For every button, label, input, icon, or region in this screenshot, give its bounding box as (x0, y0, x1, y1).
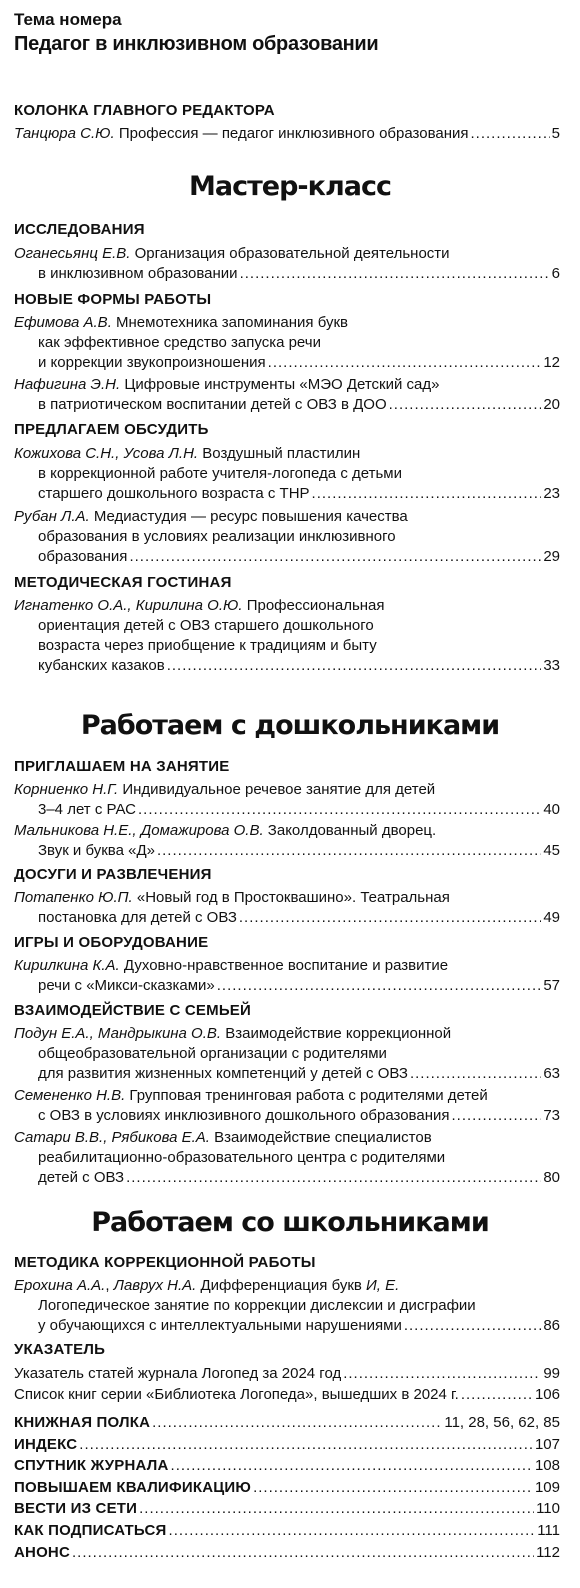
misc-rubric-row[interactable] (14, 1543, 560, 1565)
toc-entry[interactable] (14, 1364, 560, 1384)
entry-title-line: Взаимодействие специалистов (214, 1129, 432, 1146)
misc-rubric-row[interactable] (14, 1456, 560, 1478)
page-number: 49 (543, 909, 560, 926)
page-number: 29 (543, 548, 560, 565)
entry-title-line: Взаимодействие коррекционной (225, 1025, 452, 1042)
leader-dots (268, 353, 542, 373)
rubric-research: ИССЛЕДОВАНИЯ (14, 221, 145, 238)
rubric-discuss: ПРЕДЛАГАЕМ ОБСУДИТЬ (14, 421, 209, 438)
toc-entry[interactable] (14, 956, 560, 996)
entry-title-line: 3–4 лет с РАС (38, 801, 137, 818)
entry-title-line: Медиастудия — ресурс повышения качества (93, 508, 408, 525)
entry-authors: Оганесьянц Е.В. (14, 245, 131, 262)
entry-authors: Подун Е.А., Мандрыкина О.В. (14, 1025, 222, 1042)
page-numbers: 108 (534, 1457, 560, 1475)
rubric-leisure: ДОСУГИ И РАЗВЛЕЧЕНИЯ (14, 866, 212, 883)
page-numbers: 110 (536, 1500, 560, 1518)
leader-dots (129, 547, 541, 567)
entry-title-italic: И, Е. (366, 1277, 400, 1294)
entry-title-line: Групповая тренинговая работа с родителями детей (129, 1087, 488, 1104)
misc-rubric-label: АНОНС (14, 1543, 70, 1561)
entry-authors: Кирилкина К.А. (14, 957, 120, 974)
entry-title-line: реабилитационно-образовательного центра с родителями (38, 1149, 446, 1166)
entry-title-line: для развития жизненных компетенций у детей с ОВЗ (38, 1065, 408, 1082)
entry-authors: Ефимова А.В. (14, 314, 112, 331)
toc-entry[interactable] (14, 444, 560, 504)
leader-dots (239, 908, 541, 928)
page-number: 80 (543, 1169, 560, 1186)
entry-title-line: «Новый год в Простоквашино». Театральная (136, 889, 450, 906)
misc-rubric-row[interactable] (14, 1499, 560, 1521)
page-number: 99 (543, 1365, 560, 1382)
toc-entry-editor[interactable] (14, 124, 560, 144)
page-numbers: 11, 28, 56, 62, 85 (444, 1414, 560, 1431)
entry-title: Список книг серии «Библиотека Логопеда», вышедших в 2024 г. (14, 1386, 459, 1403)
entry-title-line: Звук и буква «Д» (38, 842, 155, 859)
entry-title-line: образования в условиях реализации инклюзивного (38, 528, 396, 545)
entry-title-line: в инклюзивном образовании (38, 265, 238, 282)
rubric-games: ИГРЫ И ОБОРУДОВАНИЕ (14, 934, 209, 951)
leader-dots (343, 1364, 541, 1384)
page-number: 5 (551, 125, 560, 142)
page-numbers: 111 (537, 1521, 560, 1539)
rubric-index: УКАЗАТЕЛЬ (14, 1341, 106, 1358)
entry-title-line: Заколдованный дворец. (267, 822, 437, 839)
toc-entry[interactable] (14, 596, 560, 676)
leader-dots (253, 1478, 533, 1498)
entry-title-line: постановка для детей с ОВЗ (38, 909, 237, 926)
rubric-correction: МЕТОДИКА КОРРЕКЦИОННОЙ РАБОТЫ (14, 1254, 316, 1271)
leader-dots (171, 1456, 533, 1476)
misc-rubric-list (14, 1413, 560, 1564)
entry-title-line: общеобразовательной организации с родителями (38, 1045, 387, 1062)
toc-entry[interactable] (14, 244, 560, 284)
misc-rubric-label: ПОВЫШАЕМ КВАЛИФИКАЦИЮ (14, 1478, 252, 1496)
entry-authors: Кожихова С.Н., Усова Л.Н. (14, 445, 199, 462)
misc-rubric-row[interactable] (14, 1521, 560, 1543)
entry-authors: Лаврух Н.А. (113, 1277, 197, 1294)
toc-entry[interactable] (14, 780, 560, 820)
misc-rubric-label: КАК ПОДПИСАТЬСЯ (14, 1521, 167, 1539)
entry-authors: Ерохина А.А. (14, 1277, 106, 1294)
rubric-editor-column: КОЛОНКА ГЛАВНОГО РЕДАКТОРА (14, 102, 275, 119)
leader-dots (152, 1413, 442, 1433)
issue-topic-title: Педагог в инклюзивном образовании (14, 33, 379, 55)
entry-title-line: Мнемотехника запоминания букв (116, 314, 349, 331)
leader-dots (79, 1435, 533, 1455)
leader-dots (240, 264, 550, 284)
rubric-invite: ПРИГЛАШАЕМ НА ЗАНЯТИЕ (14, 758, 230, 775)
rubric-family: ВЗАИМОДЕЙСТВИЕ С СЕМЬЕЙ (14, 1002, 251, 1019)
author-separator: , (105, 1277, 110, 1294)
leader-dots (217, 976, 542, 996)
misc-rubric-label: КНИЖНАЯ ПОЛКА (14, 1414, 151, 1431)
entry-title-line: в коррекционной работе учителя-логопеда с детьми (38, 465, 402, 482)
entry-authors: Нафигина Э.Н. (14, 376, 121, 393)
toc-entry[interactable] (14, 821, 560, 861)
entry-title-line: речи с «Микси-сказками» (38, 977, 215, 994)
entry-authors: Рубан Л.А. (14, 508, 90, 525)
misc-rubric-row[interactable] (14, 1435, 560, 1457)
entry-title: Указатель статей журнала Логопед за 2024 год (14, 1365, 342, 1382)
entry-title-line: Логопедическое занятие по коррекции дислексии и дисграфии (38, 1297, 476, 1314)
leader-dots (139, 1499, 534, 1519)
entry-title-line: детей с ОВЗ (38, 1169, 125, 1186)
misc-rubric-label: СПУТНИК ЖУРНАЛА (14, 1457, 169, 1475)
entry-title-line: Воздушный пластилин (202, 445, 361, 462)
entry-title-line: старшего дошкольного возраста с ТНР (38, 485, 310, 502)
page-number: 73 (543, 1107, 560, 1124)
toc-entry[interactable] (14, 888, 560, 928)
page-numbers: 107 (534, 1435, 560, 1453)
toc-entry[interactable] (14, 1128, 560, 1188)
misc-rubric-row[interactable] (14, 1478, 560, 1500)
entry-title-line: как эффективное средство запуска речи (38, 334, 321, 351)
entry-authors: Потапенко Ю.П. (14, 889, 133, 906)
entry-authors: Мальникова Н.Е., Домажирова О.В. (14, 822, 264, 839)
toc-entry[interactable] (14, 1276, 560, 1336)
page-number: 57 (543, 977, 560, 994)
section-title-master-class: Мастер-класс (189, 171, 391, 202)
misc-rubric-label: ИНДЕКС (14, 1435, 78, 1453)
leader-dots (126, 1168, 541, 1188)
entry-title-line: возраста через приобщение к традициям и быту (38, 637, 377, 654)
misc-rubric-label: ВЕСТИ ИЗ СЕТИ (14, 1500, 138, 1518)
entry-authors: Корниенко Н.Г. (14, 781, 119, 798)
entry-title-line: ориентация детей с ОВЗ старшего дошкольного (38, 617, 374, 634)
page-number: 23 (543, 485, 560, 502)
page-number: 40 (543, 801, 560, 818)
page-number: 12 (543, 354, 560, 371)
entry-title: Профессия — педагог инклюзивного образования (118, 125, 469, 142)
entry-title-line: кубанских казаков (38, 657, 165, 674)
leader-dots (410, 1064, 541, 1084)
toc-entry[interactable] (14, 375, 560, 415)
entry-title-line: с ОВЗ в условиях инклюзивного дошкольного образования (38, 1107, 450, 1124)
toc-entry[interactable] (14, 1086, 560, 1126)
entry-title-line: образования (38, 548, 128, 565)
toc-entry[interactable] (14, 1024, 560, 1084)
entry-title-line: в патриотическом воспитании детей с ОВЗ в ДОО (38, 396, 387, 413)
page-number: 63 (543, 1065, 560, 1082)
entry-authors: Игнатенко О.А., Кирилина О.Ю. (14, 597, 243, 614)
page-number: 45 (543, 842, 560, 859)
entry-title-line: Духовно-нравственное воспитание и развитие (123, 957, 449, 974)
rubric-method-room: МЕТОДИЧЕСКАЯ ГОСТИНАЯ (14, 574, 232, 591)
leader-dots (169, 1521, 536, 1541)
entry-title-line: Дифференциация букв (200, 1277, 362, 1294)
leader-dots (138, 800, 541, 820)
leader-dots (157, 841, 541, 861)
page-number: 86 (543, 1317, 560, 1334)
rubric-new-forms: НОВЫЕ ФОРМЫ РАБОТЫ (14, 291, 212, 308)
page-number: 6 (551, 265, 560, 282)
entry-authors: Семененко Н.В. (14, 1087, 126, 1104)
leader-dots (404, 1316, 541, 1336)
issue-topic-label: Тема номера (14, 10, 122, 29)
section-title-school: Работаем со школьниками (91, 1207, 489, 1238)
page-numbers: 112 (536, 1543, 560, 1561)
entry-authors: Сатари В.В., Рябикова Е.А. (14, 1129, 210, 1146)
entry-title-line: Организация образовательной деятельности (134, 245, 450, 262)
leader-dots (389, 395, 542, 415)
leader-dots (451, 1106, 541, 1126)
leader-dots (471, 124, 550, 144)
page-number: 106 (534, 1386, 560, 1403)
leader-dots (167, 656, 542, 676)
toc-entry[interactable] (14, 1385, 560, 1405)
section-title-preschool: Работаем с дошкольниками (80, 710, 500, 741)
entry-title-line: Индивидуальное речевое занятие для детей (122, 781, 436, 798)
leader-dots (461, 1385, 533, 1405)
entry-title-line: и коррекции звукопроизношения (38, 354, 266, 371)
toc-entry[interactable] (14, 507, 560, 567)
page-number: 20 (543, 396, 560, 413)
leader-dots (72, 1543, 534, 1563)
page-number: 33 (543, 657, 560, 674)
page-numbers: 109 (534, 1478, 560, 1496)
misc-rubric-row[interactable] (14, 1413, 560, 1435)
leader-dots (312, 484, 542, 504)
entry-authors: Танцюра С.Ю. (14, 125, 115, 142)
toc-entry[interactable] (14, 313, 560, 373)
entry-title-line: у обучающихся с интеллектуальными нарушениями (38, 1317, 402, 1334)
entry-title-line: Профессиональная (246, 597, 385, 614)
entry-title-line: Цифровые инструменты «МЭО Детский сад» (124, 376, 440, 393)
